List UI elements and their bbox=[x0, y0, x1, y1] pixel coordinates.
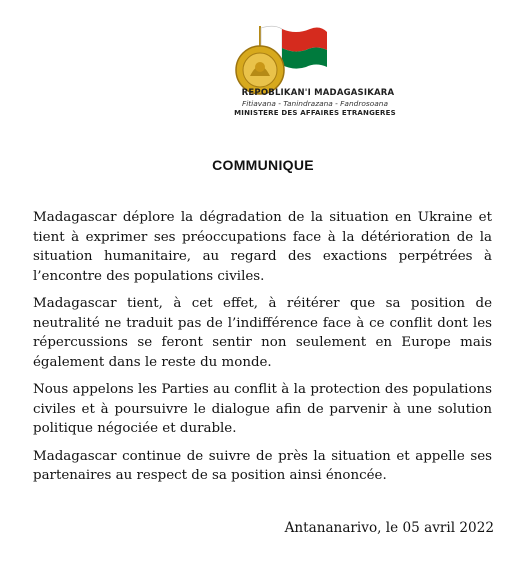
ministry-name: MINISTERE DES AFFAIRES ETRANGERES bbox=[234, 109, 396, 117]
paragraph: Nous appelons les Parties au conflit à la protection des populations civiles et à poursuivre le dialogue afin de parvenir à une solution politique négociée et durable. bbox=[33, 382, 492, 436]
letterhead bbox=[0, 0, 526, 125]
document-title: COMMUNIQUE bbox=[212, 157, 314, 173]
document-body bbox=[33, 208, 492, 486]
paragraph: Madagascar déplore la dégradation de la situation en Ukraine et tient à exprimer ses préoccupations face à la détérioration de la situation humanitaire, au regard des exactions perpétrées à l’encontre des populations civiles. bbox=[33, 210, 492, 284]
org-motto: Fitiavana - Tanindrazana - Fandrosoana bbox=[241, 99, 389, 108]
paragraph: Madagascar tient, à cet effet, à réitérer que sa position de neutralité ne traduit pas de l’indifférence face à ce conflit dont les répercussions se feront sentir non seulement en Europe mais également dans le reste du monde. bbox=[33, 296, 492, 370]
paragraph: Madagascar continue de suivre de près la situation et appelle ses partenaires au respect de sa position ainsi énoncée. bbox=[33, 448, 492, 483]
org-name: REPOBLIKAN'I MADAGASIKARA bbox=[241, 88, 395, 98]
place-and-date: Antananarivo, le 05 avril 2022 bbox=[284, 520, 494, 536]
